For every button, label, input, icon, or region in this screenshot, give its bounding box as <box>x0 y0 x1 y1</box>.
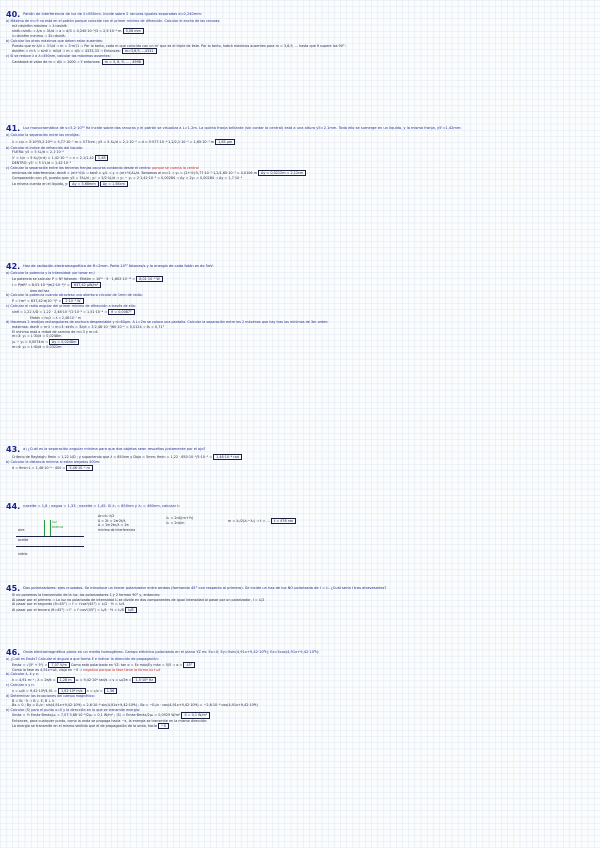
equation-line: Bx = 0 ; By = E₀/v · sin(4,91x+9,42·10⁸t) = 2,6·10⁻⁸ sin(4,91x+9,42·10⁸t) ; Bz = −E₀/v · cos(4,91x+9,42·10⁸t) = −2,6·10⁻⁸ cos(4,91x+9,42·10⁸t) <box>12 703 258 708</box>
equation-line: λ₂ = 2nt/m <box>166 520 185 525</box>
equation-line: m=4: y₄ = L·4λ/d = 0,0322m <box>12 344 62 349</box>
answer-box: 45° <box>183 662 195 668</box>
answer-box: t = 476 nm <box>271 518 296 524</box>
equation-line: sinθ = 1,22 λ/D = 1,22 · 2,48·10⁻⁷/2·10⁻³ = 1,51·10⁻⁴ ⇒ <box>12 309 108 314</box>
answer-box: 1,56 <box>104 688 118 694</box>
layer-label-oil: aceite <box>18 538 29 542</box>
interface-line <box>16 536 84 537</box>
question-c: c) Calcular el radio angular del primer mínimo de difracción a través de ella: <box>6 304 136 309</box>
equation-line: La misma cuenta en el líquido, y: <box>12 181 69 186</box>
answer-box: 1,65 μm <box>215 139 235 145</box>
question-a: a) Calcular la potencia y la intensidad: <box>6 271 72 275</box>
equation-line: ω = 9,42·10⁸ rad/s ⇒ ν = ω/2π = <box>75 677 132 682</box>
question-b: b) Calcular el índice de refracción del líquido: <box>6 145 83 150</box>
question-d: d) Hacemos 2 rendijas rectangulares de anchura despreciable y d=60μm. A L=2m se coloca una pantalla. Calcular la separación entre los 2 máximos que hay tras los mínimos de 3er orden: <box>6 320 329 325</box>
equation-line: m = λ₂/2(λ₁−λ₂) ⇒ t = ... <box>228 519 270 523</box>
problem-42 <box>6 262 594 350</box>
equation-line: Al pasar por el segundo (θ=45°) ⇒ I' = I·cos²(45°) = I₀/2 · ½ = I₀/4 <box>12 602 125 607</box>
question-a: a) Máximo de m=9 no está en el patrón porque coincide con el primer mínimo de difracción. Calcular el ancho de las ranuras: <box>6 19 221 23</box>
layer-label-glass: vidrio <box>18 552 28 556</box>
answer-box: 637,42 μW/m² <box>71 282 101 288</box>
equation-line: m=3: y₃ = L·3λ/d = 0,0248m <box>12 334 62 339</box>
answer-box: 5,46·10⁻² m <box>66 465 92 471</box>
equation-line: mλ=dsinθm máximo ⇒ λ=asinθ₁ <box>12 23 68 28</box>
equation-line: P = I·πr² = 637,42·π(10⁻³)² = <box>12 298 62 303</box>
answer-box: 1,48 <box>95 155 109 161</box>
problem-number: 41. <box>6 124 21 133</box>
equation-line: v = ω/k = 9,42·10⁸/4,91 = <box>12 688 57 693</box>
question-b: b) Calcular λ, k y ν: <box>6 672 39 677</box>
answer-box: Δy = 1,58cm <box>100 181 128 187</box>
problem-statement: naceite = 1,8 ; nagua = 1,33 ; naceite = 1,45. Si λ₁ = 650nm y λ₂ = 460nm, calcular t: <box>23 504 180 508</box>
equation-line: d = θmin·L = 1,46·10⁻⁴ · 400 = <box>12 465 66 470</box>
equation-line: n = c/v = <box>86 688 103 693</box>
equation-line: Entonces, para cualquier punto, como la onda se propaga hacia −x, la energía se transmite en la misma dirección: <box>12 718 208 723</box>
problem-41 <box>6 124 594 187</box>
problem-number: 43. <box>6 445 21 454</box>
problem-number: 42. <box>6 262 21 271</box>
equation-line: Emáx = √(5² + 5²) = <box>12 662 48 667</box>
problem-number: 40. <box>6 10 21 19</box>
incident-ray-arrow <box>44 520 45 536</box>
annotation: área del haz <box>30 288 50 293</box>
problem-number: 46. <box>6 648 21 657</box>
question-b: b) Calcular la potencia cuando atraviesa una abertura circular de 1mm de radio: <box>6 293 143 298</box>
equation-line: Al pasar por el tercero (θ=45°) ⇒ I'' = I'·cos²(45°) = I₀/4 · ½ = I₀/8 <box>12 607 124 612</box>
equation-line: La energía se transmite en el mismo sentido que el de propagación de la onda, hacia <box>12 724 157 729</box>
equation-line: Comparación con y5, puesto que: y5 = 5λL/d ; y₂' = 5/2·λL/d ⇒ y₂ − y₅ = 2·1,42·10⁻³ = 0,00284 ⇒ Δy = 2y₂ = 0,00284 ⇒ Δy = 1,7·10⁻³ <box>12 176 243 181</box>
answer-box: 2·10⁻⁹ W <box>62 298 83 304</box>
equation-line: I = P/πR² = 8,01·10⁻⁹/π(2·10⁻³)² = <box>12 282 70 287</box>
equation-line: B = B₀ · k̂ ⇒ B ⊥ E, B ⊥ k <box>12 698 55 703</box>
equation-line: dsinθm = m·λ ⇒ sinθ = mλ/d ⇒ m = d/λ = 4333,33 ⇒ Entonces: <box>12 49 121 54</box>
equation-line: Si no ponemos la transmisión de la luz, los polarizadores 1 y 2 forman 90° y, entonces: <box>12 593 161 597</box>
question-a: a) Calcular la separación entre las rendijas: <box>6 133 80 137</box>
answer-box: m=3,6,9,...,4332 <box>122 48 157 54</box>
equation-line: Como la fase es 4,91x+ωt, viaja en −x̂ ⇒ <box>12 667 83 672</box>
light-label-white: blanca <box>52 525 64 529</box>
question-a: a) ¿Cuál es Emáx? Calcular el ángulo α que forma E e indicar la dirección de propagación: <box>6 657 159 661</box>
problem-number: 45. <box>6 584 21 593</box>
equation-line: Puesto que m·λ/d = 3·λ/d ⇒ m = 3·m'/1 ⇒ Por lo tanto, cada m que coincida con un m' que es el triple de éste. Por lo tanto, habrá máximos ausentes para m = 3,6,9, ... hasta que θ supere los 90°: <box>12 43 346 48</box>
equation-line: λ = c/ν = 3·10⁸/5,2·10¹⁴ = 5,77·10⁻⁷ m = 577nm ; y5 = 5 λL/d = 2,1·10⁻³ ⇒ d = 5·577·10⁻⁹·1,2/2,1·10⁻³ = 1,65·10⁻³ m <box>12 139 215 144</box>
answer-box: 8,01·10⁻⁹ W <box>136 276 163 282</box>
problem-number: 44. <box>6 502 21 511</box>
equation-line: δ = 2t = 2π·2t/λ <box>98 518 126 523</box>
equation-line: y₄ − y₃ = 0,0074m ⇒ <box>12 339 48 344</box>
problem-statement: Patrón de interferencia de luz de λ=650nm. Incide sobre 2 ranuras iguales separadas d=0,240mm: <box>23 12 203 16</box>
equation-line: mínimos de interferencia: dsinθ = (m+½)λ ⇒ tanθ ≈ y/L ⇒ y = (m+½)λL/d. Tomamos el m=2 ⇒ y₂ = (2+½)·5,77·10⁻⁷·1,2/1,65·10⁻³ = 0,0106 m <box>12 171 257 176</box>
equation-line: sinθ₁=sinθ₃ ⇒ λ/a = 3λ/d ⇒ a = d/3 = 0,240·10⁻³/3 = 2,5·10⁻⁵ m <box>12 29 122 34</box>
margin-note: porque se cuenta la central <box>152 165 199 170</box>
problem-46 <box>6 648 594 729</box>
equation-line: Como está polarizado en YZ: tan α = Ez máx/Ey máx = 5/5 ⇒ α = <box>70 662 183 667</box>
equation-line: Δ = 2π·2tn/λ = 2π <box>98 523 129 528</box>
equation-line: λ₁ = 2nt/(m+½) <box>166 516 194 520</box>
answer-box: 1,5·10⁸ Hz <box>132 677 156 683</box>
question-d: d) Determinar las ecuaciones del campo magnético: <box>6 693 95 698</box>
problem-statement: a) ¿Cuál es la separación angular mínima para que dos objetos sean resueltos justamente por el ojo? <box>23 447 206 451</box>
equation-line: DENTRO: y5' = 5 λ'L/d = 1,42·10⁻³ <box>12 160 72 165</box>
answer-box: 1,28 m <box>57 677 75 683</box>
question-c: c) Calcular la separación entre las terceras franjas oscuras contando desde el centro: <box>6 165 152 170</box>
interface-line <box>16 546 84 547</box>
answer-box: 1,46·10⁻⁴ rad <box>213 454 242 460</box>
answer-box: 0,08 mm <box>123 28 144 34</box>
equation-line: Smáx = ½ Emáx·Bmáx/μ₀ = 7,07·3,68·10⁻⁸/2μ₀ = 0,1 W/m² ; ⟨S⟩ = Emáx·Bmáx/2μ₀ = 0,0929 W/m² <box>12 713 181 718</box>
margin-note: por tomar en J <box>72 271 95 275</box>
answer-box: −x̂ <box>158 723 169 729</box>
problem-43 <box>6 445 594 471</box>
margin-note: negativo porque la fase tiene la forma kx+ωt <box>83 667 161 672</box>
answer-box: Δy = 0,0248m <box>49 339 80 345</box>
equation-line: La potencia se calcula: P = Nº fotones · Efotón = 10¹⁰ · 5 · 1,602·10⁻¹⁹ = <box>12 276 136 281</box>
problem-statement: Haz de radiación electromagnética de R=2mm. Porta 10¹⁰ fotones/s y la energía de cada fotón es de 5eV: <box>23 264 214 268</box>
question-b: b) Calcular la distancia mínima si están alejados 400m: <box>6 460 101 465</box>
answer-box: θ = 0,0087° <box>108 309 135 315</box>
problem-statement: Dos polarizadores: ejes cruzados. Se introduce un tercer polarizador entre ambos (formando 45° con respecto al primero). Se incide un haz de luz NO polarizada de I = I₀. ¿Cuál sería I tras atravesarlos? <box>23 586 387 590</box>
answer-box: 7,07 V/m <box>48 662 69 668</box>
answer-box: Δy = 0,0212m = 2,12cm <box>258 170 306 176</box>
annotation: Efotón = hc/λ ⇒ λ = 2,48·10⁻⁷ m <box>30 315 81 320</box>
answer-box: Δy = 5,68mm <box>69 181 98 187</box>
light-label: luz <box>52 520 57 524</box>
equation-line: Al pasar por el primero ⇒ La luz no polarizada de intensidad I₀ se divide en dos componentes de igual intensidad al pasar por un polarizador, I = I₀/2 <box>12 597 265 602</box>
answer-box: I₀/8 <box>125 607 137 613</box>
question-c: c) Calcular v y n: <box>6 683 35 688</box>
equation-line: Criterio de Rayleigh: θmin = 1,22 λ/D ; y suponiendo que λ = 650nm y Dojo = 5mm: θmin = 1,22 · 650·10⁻⁹/5·10⁻³ = <box>12 455 213 459</box>
equation-line: Δn=t₀·λ/2 <box>98 514 115 518</box>
reflected-ray-arrow <box>50 520 51 536</box>
question-b: b) Calcular los otros máximos que deben estar ausentes: <box>6 38 103 43</box>
problem-statement: Onda electromagnética plana en un medio homogéneo. Campo eléctrico polarizado en el plano YZ es: Ex=0; Ey=5sin(4,91x+9,42·10⁸t); Ez=5cos(4,91x+9,42·10⁸t): <box>23 650 320 654</box>
equation-line: λ=dsinθm mínimo ⇒ 3λ=dsinθ₃ <box>12 34 66 39</box>
problem-statement: Luz monocromática de ν=5,2·10¹⁴ Hz incide sobre dos ranuras y el patrón se visualiza a L=1,2m. La quinta franja brillante (sin contar la central) está a una altura y5=2,1mm. Todo ello se sumerge en un líquido, y la misma franja, y5'=1,42mm: <box>23 126 462 130</box>
equation-line: máximos: dsinθ = m·λ ⇒ m=3: sinθ₃ = 3λ/d = 3·2,48·10⁻⁷/60·10⁻⁶ = 0,0124 ⇒ θ₃ = 0,71° <box>12 324 165 329</box>
equation-line: k = 4,91 m⁻¹ ; λ = 2π/k = <box>12 677 56 682</box>
answer-box: 1,92·10⁸ m/s <box>58 688 86 694</box>
question-c: c) Si se reduce λ a λ=450nm, calcular los máximos ausentes: <box>6 54 111 59</box>
thin-film-diagram <box>16 520 84 572</box>
answer-box: m = 3, 6, 9, ... , 4998 <box>102 59 144 65</box>
equation-line: Cambiará el valor de m = d/λ = 1000 ⇒ Y entonces: <box>12 59 101 64</box>
equation-line: λ' = λ/n ⇒ 5·λL/(n·d) = 1,42·10⁻³ ⇒ n = 2,1/1,42 <box>12 155 94 160</box>
annotation: mínimo de interferencia <box>98 527 136 532</box>
problem-45 <box>6 584 594 613</box>
answer-box: S = 0,1 W/m² <box>181 712 210 718</box>
question-e: e) Calcular ⟨S⟩ para el punto x=0 y la dirección en la que se transmite energía: <box>6 707 141 712</box>
equation-line: El mínimo está a mitad de camino de m=3 y m=4: <box>12 329 99 334</box>
equation-line: FUERA: y5 = 5 λL/d = 2,1·10⁻³ <box>12 150 64 155</box>
layer-label-air: aire <box>18 528 25 532</box>
problem-40 <box>6 10 594 65</box>
